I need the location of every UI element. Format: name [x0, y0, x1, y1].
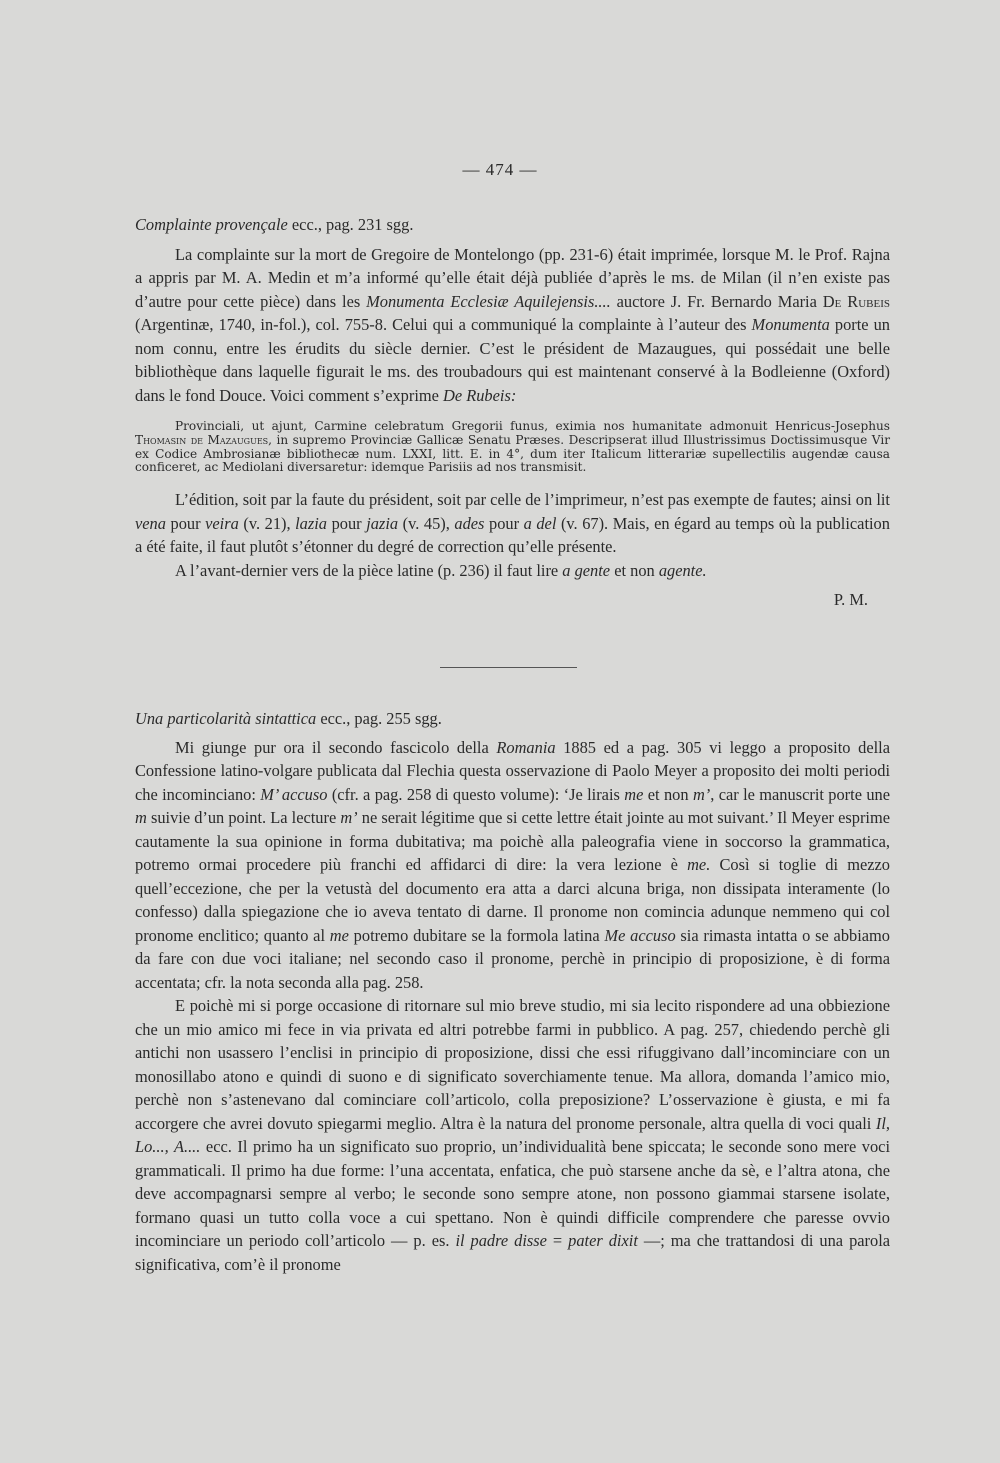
- italic-run: jazia: [366, 513, 399, 533]
- italic-run: Monumenta: [751, 315, 830, 334]
- section-divider: [440, 667, 577, 668]
- heading-rest: ecc., pag. 231 sgg.: [287, 215, 414, 234]
- text-run: Mi giunge pur ora il secondo fascicolo della: [175, 737, 497, 757]
- text-run: L’édition, soit par la faute du président, soit par celle de l’imprimeur, n’est pas exempte de fautes; ainsi on lit: [175, 490, 890, 510]
- italic-run: Il, Lo..., A....: [135, 1113, 890, 1156]
- text-run: —; ma che trattandosi di una parola significativa, com’è il pronome: [135, 1231, 891, 1274]
- section-complainte: [135, 213, 890, 612]
- text-run: pour: [327, 513, 367, 533]
- text-run: , car le manuscrit porte une: [710, 784, 891, 804]
- heading-rest: ecc., pag. 255 sgg.: [316, 709, 442, 728]
- italic-run: M’ accuso: [260, 784, 328, 804]
- signature: P. M.: [833, 590, 868, 610]
- text-run: Provinciali, ut ajunt, Carmine celebratum Gregorii funus, eximia nos humanitate admonuit Henricus-Josephus: [175, 419, 890, 433]
- text-run: potremo dubitare se la formola latina: [348, 925, 605, 945]
- italic-run: me: [624, 784, 644, 804]
- paragraph: [135, 736, 890, 995]
- text-run: suivie d’un point. La lecture: [146, 808, 341, 827]
- text-run: (v. 21),: [238, 513, 296, 533]
- italic-run: a gente: [562, 560, 611, 580]
- text-run: La complainte sur la mort de Gregoire de Montelongo (pp. 231-6) était imprimée, lorsque M. le Prof. Rajna a appris par M. A. Medin et m’a informé qu’elle était déjà publiée d’après le ms. de Milan (il n’en existe pas d’autre pour cette pièce) dans les: [135, 244, 890, 311]
- italic-run: m: [135, 808, 147, 827]
- block-quote: [135, 420, 890, 475]
- paragraph: [135, 488, 890, 559]
- italic-run: il padre disse: [455, 1231, 547, 1250]
- italic-run: a del: [523, 513, 557, 533]
- text-run: (cfr. a pag. 258 di questo volume): ‘Je lirais: [327, 784, 625, 804]
- section-particolarita: [135, 707, 890, 1276]
- text-run: et non: [610, 560, 659, 580]
- text-run: E poichè mi si porge occasione di ritornare sul mio breve studio, mi sia lecito rispondere ad una obbiezione che un mio amico mi fece in via privata ed altri potrebbe farmi in pubblico. A pag. 257, chiedendo perchè gli antichi non usassero l’enclisi in principio di proposizione, dissi che essi rifuggivano dall’incominciare con un monosillabo atono e quindi di suono e di significato soverchiamente tenue. Ma allora, domanda l’amico mio, perchè non s’astenevano dal cominciare coll’articolo, colla preposizione? L’osservazione è giusta, e mi fa accorgere che avrei dovuto spiegarmi meglio. Altra è la natura del pronome personale, altra quella di voci quali: [135, 996, 890, 1133]
- text-run: =: [546, 1231, 569, 1250]
- text-run: , in supremo Provinciæ Gallicæ Senatu Præses. Descripserat illud Illustrissimus Doctissimusque Vir ex Codice Ambrosianæ bibliothecæ num. LXXI, litt. E. in 4°, dum iter Italicum litterariæ supellectilis augendæ causa conficeret, ac Mediolani diversaretur: idemque Parisiis ad nos transmisit.: [135, 432, 890, 475]
- text-run: et non: [643, 784, 693, 804]
- italic-run: veira: [205, 513, 239, 533]
- text-run: ecc. Il primo ha un significato suo proprio, un’individualità bene spiccata; le seconde sono mere voci grammaticali. Il primo ha due forme: l’una accentata, enfatica, che può starsene anche da sè, e l’altra atona, che deve accompagnarsi sempre al verbo; le seconde sono sempre atone, non possono giammai starsene isolate, formano quasi un tutto colla voce a cui spettano. Non è quindi difficile comprendere che paresse ovvio incominciare un periodo coll’articolo — p. es.: [135, 1137, 891, 1250]
- section-heading: [135, 213, 890, 237]
- page-number: — 474 —: [462, 160, 538, 179]
- text-run: (v. 67). Mais, en égard au temps où la publication a été faite, il faut plutôt s’étonner du degré de correction qu’elle présente.: [135, 513, 890, 557]
- text-run: pour: [484, 513, 524, 533]
- italic-run: Romania: [496, 737, 556, 757]
- italic-run: me: [329, 925, 349, 945]
- text-run: (Argentinæ, 1740, in-fol.), col. 755-8. Celui qui a communiqué la complainte à l’auteur des: [135, 315, 752, 334]
- text-run: A l’avant-dernier vers de la pièce latine (p. 236) il faut lire: [175, 560, 563, 580]
- italic-run: agente.: [658, 560, 707, 580]
- text-run: Così si toglie di mezzo quell’eccezione, che per la vetustà del documento era atta a darci alcuna briga, non dissipata interamente (lo confesso) dalla spiegazione che io aveva tentato di darne. Il pronome non comincia adunque nemmeno qui col pronome enclitico; quanto al: [135, 855, 890, 945]
- text-run: porte un nom connu, entre les érudits du siècle dernier. C’est le président de Mazaugues, qui possédait une belle bibliothèque dans laquelle figurait le ms. des troubadours qui est maintenant conservé à la Bodleienne (Oxford) dans le fond Douce. Voici comment s’exprime: [135, 315, 891, 405]
- quote-text: [135, 420, 890, 475]
- heading-title: Una particolarità sintattica: [135, 709, 317, 728]
- paragraph: [135, 243, 890, 408]
- paragraph: [135, 994, 890, 1276]
- heading-title: Complainte provençale: [135, 215, 288, 234]
- paragraph: [135, 559, 890, 583]
- italic-run: vena: [135, 513, 166, 533]
- text-run: ne serait légitime que si cette lettre était jointe au mot suivant.’ Il Meyer esprime cautamente la sua opinione in forma dubitativa; ma poichè alla paleografia viene in soccorso la grammatica, potremo ormai procedere più franchi ed affidarci di dire: la vera lezione è: [135, 808, 890, 874]
- italic-run: pater dixit: [568, 1231, 638, 1250]
- italic-run: m’: [692, 784, 711, 804]
- italic-run: Monumenta Ecclesiæ Aquilejensis....: [366, 291, 611, 311]
- italic-run: me.: [687, 855, 711, 874]
- text-run: sia rimasta intatta o se abbiamo da fare con due voci italiane; nel secondo caso il pronome, perchè in principio di proposizione, è di forma accentata; cfr. la nota seconda alla pag. 258.: [135, 925, 890, 992]
- italic-run: m’: [340, 808, 358, 827]
- text-run: pour: [165, 513, 206, 533]
- small-caps-run: De Rubeis: [822, 291, 890, 311]
- italic-run: De Rubeis:: [443, 385, 517, 405]
- section-heading: [135, 707, 890, 731]
- text-run: auctore J. Fr. Bernardo Maria: [610, 291, 823, 311]
- small-caps-run: Thomasin de Mazaugues: [135, 432, 269, 447]
- text-run: 1885 ed a pag. 305 vi leggo a proposito della Confessione latino-volgare publicata dal Flechia questa osservazione di Paolo Meyer a proposito dei molti periodi che incominciano:: [135, 737, 890, 804]
- italic-run: Me accuso: [604, 925, 676, 945]
- italic-run: ades: [454, 513, 485, 533]
- text-run: (v. 45),: [398, 513, 455, 533]
- italic-run: lazia: [295, 513, 328, 533]
